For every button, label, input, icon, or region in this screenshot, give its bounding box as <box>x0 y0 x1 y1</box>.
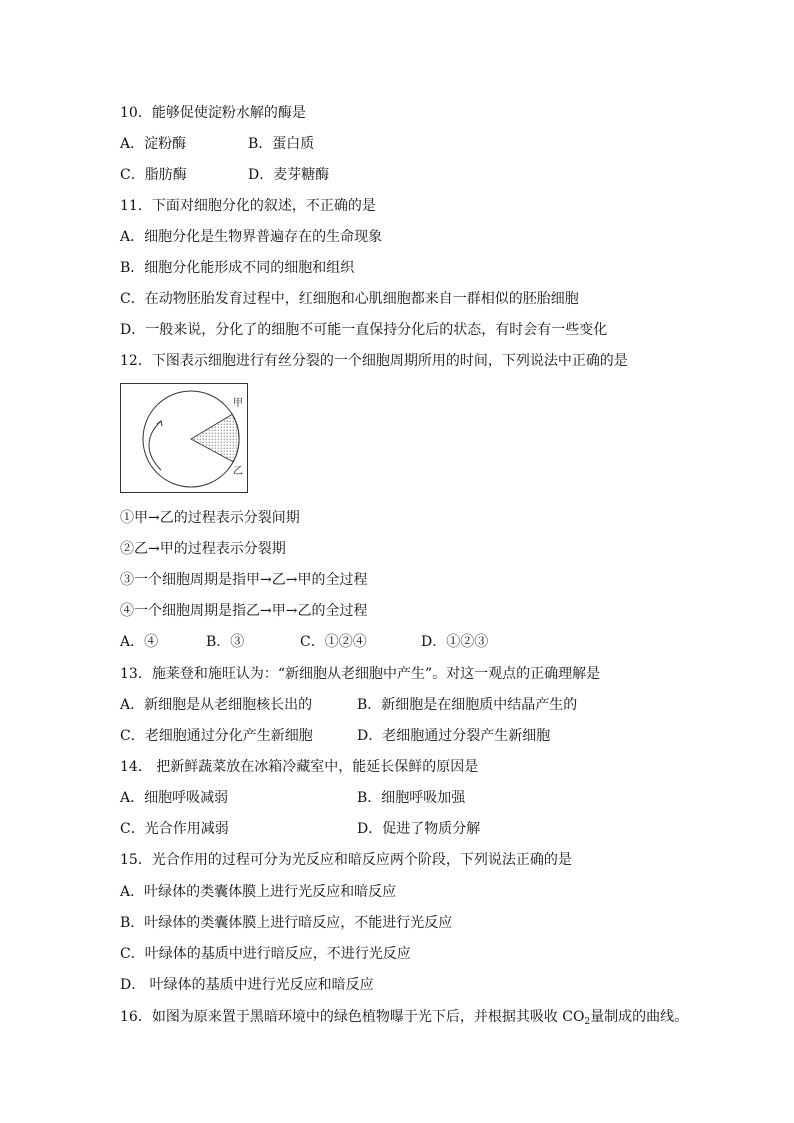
cell-cycle-diagram <box>121 384 249 494</box>
q16-stem <box>120 1007 688 1027</box>
q14-option-b: B．细胞呼吸加强 <box>357 790 466 806</box>
q12-option-d: D．①②③ <box>421 634 489 650</box>
q13-option-a: A．新细胞是从老细胞核长出的 <box>120 697 313 713</box>
q11-stem: 11．下面对细胞分化的叙述，不正确的是 <box>120 198 376 214</box>
direction-arrow-icon <box>149 421 161 470</box>
label-yi: 乙 <box>233 466 243 477</box>
division-phase-sector <box>191 414 239 462</box>
q15-option-d: D． 叶绿体的基质中进行光反应和暗反应 <box>120 977 374 993</box>
q16-stem-subscript: 2 <box>584 1017 591 1027</box>
q13-option-c: C．老细胞通过分化产生新细胞 <box>120 728 313 744</box>
q13-option-b: B．新细胞是在细胞质中结晶产生的 <box>357 697 578 713</box>
q14-option-d: D．促进了物质分解 <box>357 821 481 837</box>
q14-option-c: C．光合作用减弱 <box>120 821 229 837</box>
q10-stem: 10．能够促使淀粉水解的酶是 <box>120 105 306 121</box>
q15-stem: 15．光合作用的过程可分为光反应和暗反应两个阶段，下列说法正确的是 <box>120 852 572 868</box>
q10-option-d: D．麦芽糖酶 <box>248 167 330 183</box>
q12-option-c: C．①②④ <box>300 634 367 650</box>
cell-cycle-figure <box>120 383 248 493</box>
q12-option-a: A．④ <box>120 634 159 650</box>
q12-statement-4: ④一个细胞周期是指乙→甲→乙的全过程 <box>120 603 368 619</box>
q14-option-a: A．细胞呼吸减弱 <box>120 790 229 806</box>
q11-option-a: A．细胞分化是生物界普遍存在的生命现象 <box>120 229 383 245</box>
q14-stem: 14． 把新鲜蔬菜放在冰箱冷藏室中，能延长保鲜的原因是 <box>120 759 479 775</box>
q12-statement-1: ①甲→乙的过程表示分裂间期 <box>120 510 300 526</box>
q12-statement-3: ③一个细胞周期是指甲→乙→甲的全过程 <box>120 572 368 588</box>
q12-statement-2: ②乙→甲的过程表示分裂期 <box>120 541 286 557</box>
q10-option-b: B．蛋白质 <box>248 136 315 152</box>
q13-stem: 13．施莱登和施旺认为：“新细胞从老细胞中产生”。对这一观点的正确理解是 <box>120 666 601 682</box>
q15-option-b: B．叶绿体的类囊体膜上进行暗反应，不能进行光反应 <box>120 915 453 931</box>
q10-option-a: A．淀粉酶 <box>120 136 187 152</box>
q11-option-c: C．在动物胚胎发育过程中，红细胞和心肌细胞都来自一群相似的胚胎细胞 <box>120 291 579 307</box>
label-jia: 甲 <box>233 398 243 409</box>
q16-stem-text: 16．如图为原来置于黑暗环境中的绿色植物曝于光下后，并根据其吸收 CO <box>120 1009 585 1025</box>
q11-option-d: D．一般来说，分化了的细胞不可能一直保持分化后的状态，有时会有一些变化 <box>120 322 608 338</box>
q11-option-b: B．细胞分化能形成不同的细胞和组织 <box>120 260 355 276</box>
q15-option-c: C．叶绿体的基质中进行暗反应，不进行光反应 <box>120 946 411 962</box>
q13-option-d: D．老细胞通过分裂产生新细胞 <box>357 728 551 744</box>
q15-option-a: A．叶绿体的类囊体膜上进行光反应和暗反应 <box>120 884 397 900</box>
q12-stem: 12．下图表示细胞进行有丝分裂的一个细胞周期所用的时间，下列说法中正确的是 <box>120 353 628 369</box>
q16-stem-text-end: 量制成的曲线。 <box>590 1009 689 1025</box>
q12-option-b: B．③ <box>206 634 245 650</box>
q10-option-c: C．脂肪酶 <box>120 167 187 183</box>
